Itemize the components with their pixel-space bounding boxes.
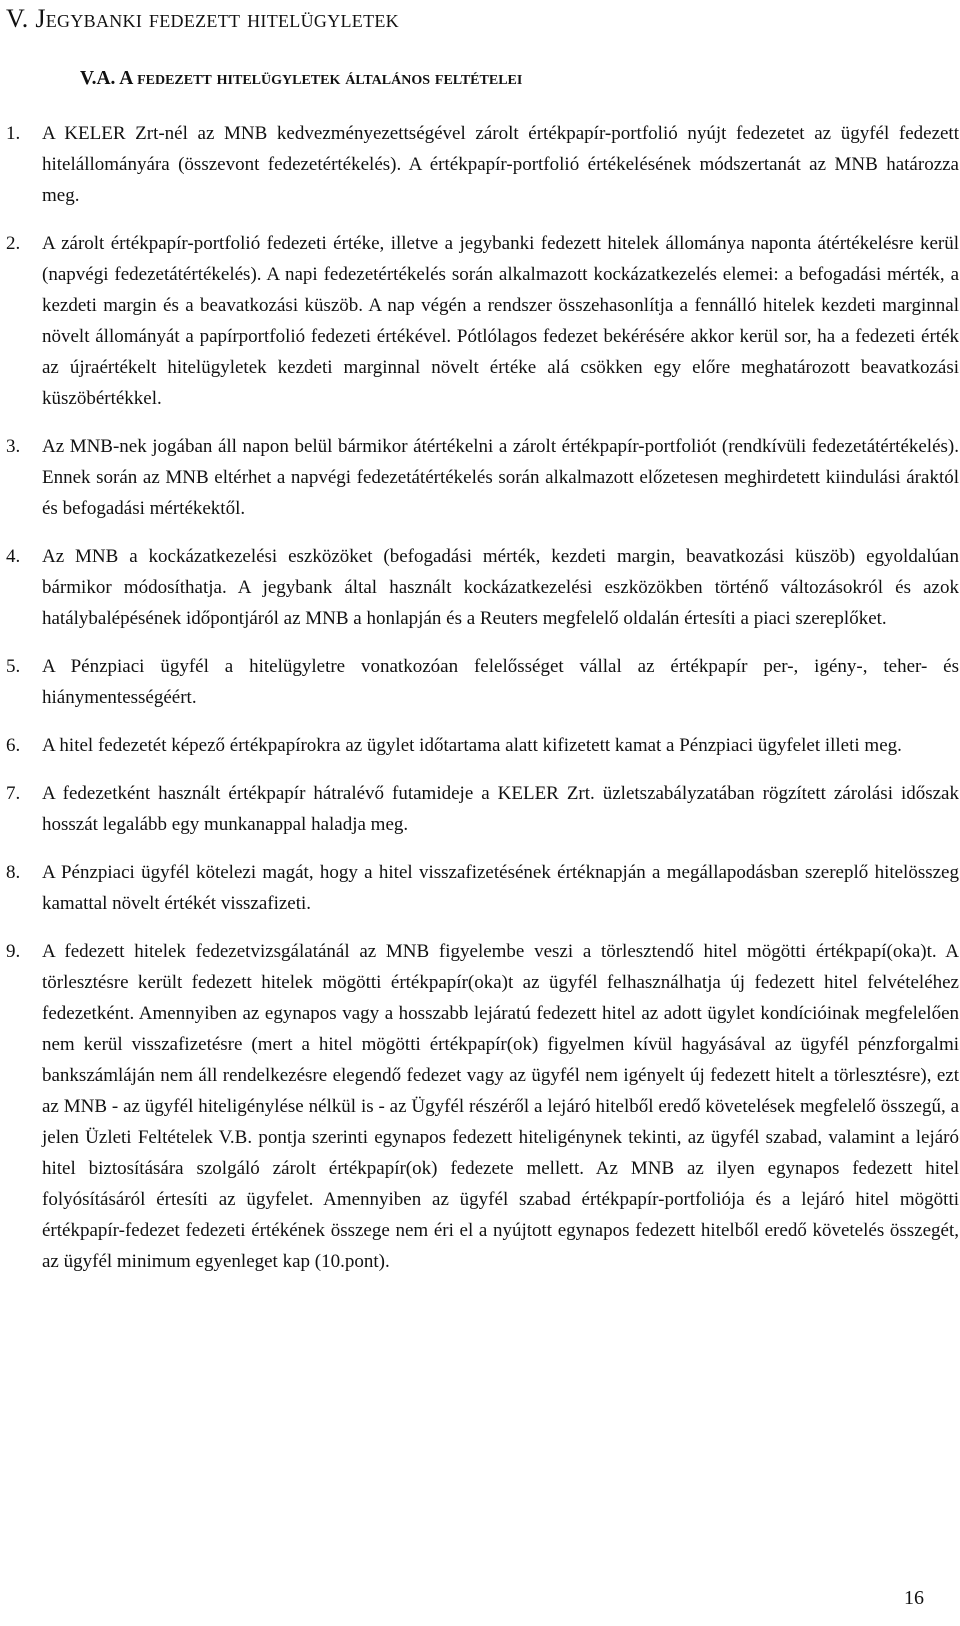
item-number: 2.	[6, 233, 21, 254]
item-number: 4.	[6, 546, 21, 567]
item-text: Az MNB-nek jogában áll napon belül bármikor átértékelni a zárolt értékpapír-portfoliót (rendkívüli fedezetátértékelés). Ennek során az MNB eltérhet a napvégi fedezetátértékelés során alkalmazott előzetesen meghirdetett kiindulási áraktól és befogadási mértékektől.	[42, 436, 959, 519]
item-text: A zárolt értékpapír-portfolió fedezeti értéke, illetve a jegybanki fedezett hitelek állománya naponta átértékelésre kerül (napvégi fedezetátértékelés). A napi fedezetértékelés során alkalmazott kockázatkezelés elemei: a befogadási mérték, a kezdeti margin és a beavatkozási küszöb. A nap végén a rendszer összehasonlítja a fennálló hitelek kezdeti marginnal növelt állományát a papírportfolió fedezeti értékével. Pótlólagos fedezet bekérésére akkor kerül sor, ha a fedezeti érték az újraértékelt hitelügyletek kezdeti marginnal növelt értéke alá csökken egy előre meghatározott beavatkozási küszöbértékkel.	[42, 233, 959, 409]
item-number: 9.	[6, 941, 21, 962]
item-text: A fedezett hitelek fedezetvizsgálatánál az MNB figyelembe veszi a törlesztendő hitel mögötti értékpapí(oka)t. A törlesztésre került fedezett hitelek mögötti értékpapír(oka)t az ügyfél felhasználhatja új fedezett hitel felvételéhez fedezetként. Amennyiben az egynapos vagy a hosszabb lejáratú fedezett hitel az adott ügylet kondícióinak megfelelően nem kerül visszafizetésre (mert a hitel mögötti értékpapír(ok) figyelmen kívül hagyásával az ügyfél pénzforgalmi bankszámláján nem áll rendelkezésre elegendő fedezet vagy az ügyfél nem igényelt új fedezett hitelt a törlesztésre), ezt az MNB - az ügyfél hiteligénylése nélkül is - az Ügyfél részéről a lejáró hitelből eredő követelések megfelelő összegű, a jelen Üzleti Feltételek V.B. pontja szerinti egynapos fedezett hiteligénynek tekinti, az ügyfél szabad, valamint a lejáró hitel biztosítására szolgáló zárolt értékpapír(ok) fedezete mellett. Az MNB az ilyen egynapos fedezett hitel folyósításáról értesíti az ügyfelet. Amennyiben az ügyfél szabad értékpapír-portfoliója és a lejáró hitel mögötti értékpapír-fedezet fedezeti értékének összege nem éri el a nyújtott egynapos fedezett hitelből eredő követelés összegét, az ügyfél minimum egyenleget kap (10.pont).	[42, 941, 959, 1272]
item-text: A hitel fedezetét képező értékpapírokra az ügylet időtartama alatt kifizetett kamat a Pénzpiaci ügyfelet illeti meg.	[42, 735, 902, 756]
list-item	[0, 778, 960, 840]
list-item	[0, 936, 960, 1277]
conditions-list	[0, 118, 960, 1294]
item-number: 7.	[6, 783, 21, 804]
item-text: Az MNB a kockázatkezelési eszközöket (befogadási mérték, kezdeti margin, beavatkozási küszöb) egyoldalúan bármikor módosíthatja. A jegybank által használt kockázatkezelési eszközökben történő változásokról és azok hatálybalépésének időpontjáról az MNB a honlapján és a Reuters megfelelő oldalán értesíti a piaci szereplőket.	[42, 546, 959, 629]
list-item	[0, 651, 960, 713]
item-number: 5.	[6, 656, 21, 677]
item-number: 8.	[6, 862, 21, 883]
list-item	[0, 857, 960, 919]
list-item	[0, 730, 960, 761]
item-text: A Pénzpiaci ügyfél kötelezi magát, hogy a hitel visszafizetésének értéknapján a megállapodásban szereplő hitelösszeg kamattal növelt értékét visszafizeti.	[42, 862, 959, 914]
list-item	[0, 431, 960, 524]
item-number: 1.	[6, 123, 21, 144]
item-text: A fedezetként használt értékpapír hátralévő futamideje a KELER Zrt. üzletszabályzatában rögzített zárolási időszak hosszát legalább egy munkanappal haladja meg.	[42, 783, 959, 835]
item-text: A Pénzpiaci ügyfél a hitelügyletre vonatkozóan felelősséget vállal az értékpapír per-, igény-, teher- és hiánymentességéért.	[42, 656, 959, 708]
list-item	[0, 118, 960, 211]
item-text: A KELER Zrt-nél az MNB kedvezményezettségével zárolt értékpapír-portfolió nyújt fedezetet az ügyfél fedezett hitelállományára (összevont fedezetértékelés). A értékpapír-portfolió értékelésének módszertanát az MNB határozza meg.	[42, 123, 959, 206]
list-item	[0, 228, 960, 414]
chapter-title: V. Jegybanki fedezett hitelügyletek	[6, 4, 399, 33]
page-number: 16	[904, 1587, 924, 1609]
list-item	[0, 541, 960, 634]
section-title: V.A. A fedezett hitelügyletek általános feltételei	[80, 68, 523, 89]
item-number: 3.	[6, 436, 21, 457]
item-number: 6.	[6, 735, 21, 756]
